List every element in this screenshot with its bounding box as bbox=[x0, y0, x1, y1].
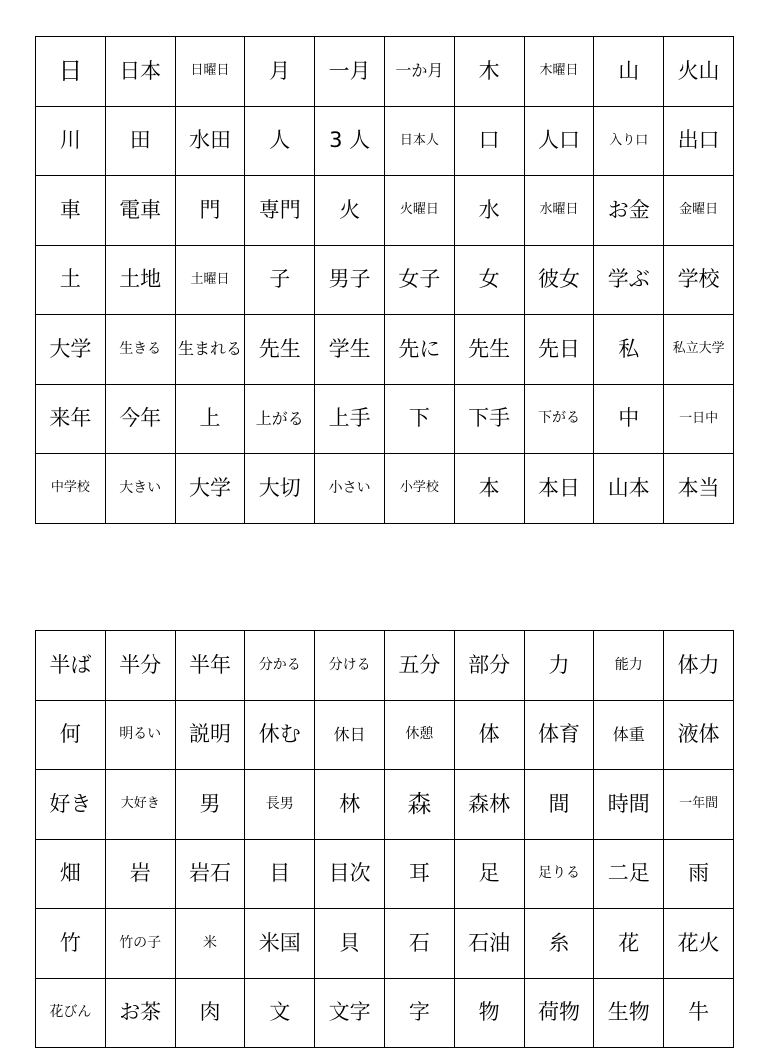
kanji-cell: 体 bbox=[454, 700, 524, 770]
kanji-cell: 来年 bbox=[36, 384, 106, 454]
kanji-cell: 雨 bbox=[664, 839, 734, 909]
kanji-cell: 荷物 bbox=[524, 978, 594, 1048]
kanji-cell: 半分 bbox=[105, 631, 175, 701]
kanji-cell: 子 bbox=[245, 245, 315, 315]
kanji-cell: 学生 bbox=[315, 315, 385, 385]
kanji-cell: 字 bbox=[384, 978, 454, 1048]
kanji-cell: 生まれる bbox=[175, 315, 245, 385]
kanji-cell: 肉 bbox=[175, 978, 245, 1048]
kanji-cell: 能力 bbox=[594, 631, 664, 701]
kanji-cell: 先生 bbox=[245, 315, 315, 385]
kanji-cell: 小学校 bbox=[384, 454, 454, 524]
kanji-cell: 分ける bbox=[315, 631, 385, 701]
kanji-cell: 竹 bbox=[36, 909, 106, 979]
kanji-cell: 貝 bbox=[315, 909, 385, 979]
kanji-cell: 出口 bbox=[664, 106, 734, 176]
kanji-cell: 二足 bbox=[594, 839, 664, 909]
kanji-cell: 花びん bbox=[36, 978, 106, 1048]
kanji-cell: 力 bbox=[524, 631, 594, 701]
kanji-cell: 大好き bbox=[105, 770, 175, 840]
kanji-cell: 先に bbox=[384, 315, 454, 385]
kanji-cell: 林 bbox=[315, 770, 385, 840]
kanji-cell: 一年間 bbox=[664, 770, 734, 840]
kanji-cell: 休む bbox=[245, 700, 315, 770]
kanji-cell: 一月 bbox=[315, 37, 385, 107]
kanji-cell: 部分 bbox=[454, 631, 524, 701]
kanji-cell: 岩石 bbox=[175, 839, 245, 909]
kanji-cell: 本 bbox=[454, 454, 524, 524]
kanji-cell: 火 bbox=[315, 176, 385, 246]
kanji-cell: 月 bbox=[245, 37, 315, 107]
kanji-cell: 目次 bbox=[315, 839, 385, 909]
kanji-cell: 今年 bbox=[105, 384, 175, 454]
kanji-cell: 火曜日 bbox=[384, 176, 454, 246]
kanji-cell: 牛 bbox=[664, 978, 734, 1048]
kanji-cell: 大学 bbox=[36, 315, 106, 385]
grid-row bbox=[36, 978, 734, 1048]
kanji-cell: 木 bbox=[454, 37, 524, 107]
grid-row bbox=[36, 245, 734, 315]
kanji-cell: 五分 bbox=[384, 631, 454, 701]
kanji-cell: 説明 bbox=[175, 700, 245, 770]
grid-row bbox=[36, 315, 734, 385]
kanji-cell: 間 bbox=[524, 770, 594, 840]
kanji-cell: 森林 bbox=[454, 770, 524, 840]
kanji-cell: 石 bbox=[384, 909, 454, 979]
kanji-cell: 体育 bbox=[524, 700, 594, 770]
kanji-cell: 花火 bbox=[664, 909, 734, 979]
kanji-cell: 竹の子 bbox=[105, 909, 175, 979]
kanji-cell: 畑 bbox=[36, 839, 106, 909]
kanji-cell: 人口 bbox=[524, 106, 594, 176]
kanji-cell: 水田 bbox=[175, 106, 245, 176]
kanji-cell: 学ぶ bbox=[594, 245, 664, 315]
kanji-cell: 女子 bbox=[384, 245, 454, 315]
kanji-cell: 生きる bbox=[105, 315, 175, 385]
kanji-cell: 土 bbox=[36, 245, 106, 315]
kanji-cell: 女 bbox=[454, 245, 524, 315]
kanji-cell: 一か月 bbox=[384, 37, 454, 107]
kanji-cell: 土曜日 bbox=[175, 245, 245, 315]
kanji-cell: 小さい bbox=[315, 454, 385, 524]
kanji-cell: 門 bbox=[175, 176, 245, 246]
kanji-cell: 川 bbox=[36, 106, 106, 176]
kanji-grid-1-body bbox=[36, 37, 734, 524]
kanji-cell: 体重 bbox=[594, 700, 664, 770]
kanji-cell: 明るい bbox=[105, 700, 175, 770]
kanji-cell: 金曜日 bbox=[664, 176, 734, 246]
kanji-cell: 半年 bbox=[175, 631, 245, 701]
kanji-cell: 糸 bbox=[524, 909, 594, 979]
kanji-cell: 花 bbox=[594, 909, 664, 979]
kanji-cell: 長男 bbox=[245, 770, 315, 840]
kanji-cell: 体力 bbox=[664, 631, 734, 701]
kanji-cell: 足 bbox=[454, 839, 524, 909]
kanji-cell: 先日 bbox=[524, 315, 594, 385]
kanji-cell: 大きい bbox=[105, 454, 175, 524]
grid-row bbox=[36, 176, 734, 246]
kanji-cell: 物 bbox=[454, 978, 524, 1048]
kanji-cell: 米 bbox=[175, 909, 245, 979]
grid-row bbox=[36, 454, 734, 524]
kanji-cell: 下がる bbox=[524, 384, 594, 454]
kanji-cell: 半ば bbox=[36, 631, 106, 701]
kanji-cell: 入り口 bbox=[594, 106, 664, 176]
kanji-cell: 下 bbox=[384, 384, 454, 454]
grid-row bbox=[36, 37, 734, 107]
kanji-cell: 口 bbox=[454, 106, 524, 176]
kanji-cell: 中学校 bbox=[36, 454, 106, 524]
grid-row bbox=[36, 631, 734, 701]
kanji-cell: 液体 bbox=[664, 700, 734, 770]
grid-row bbox=[36, 384, 734, 454]
kanji-cell: 日本 bbox=[105, 37, 175, 107]
kanji-cell: 土地 bbox=[105, 245, 175, 315]
kanji-cell: 耳 bbox=[384, 839, 454, 909]
kanji-cell: 水曜日 bbox=[524, 176, 594, 246]
kanji-cell: 休日 bbox=[315, 700, 385, 770]
kanji-cell: 石油 bbox=[454, 909, 524, 979]
kanji-cell: 男子 bbox=[315, 245, 385, 315]
kanji-cell: お茶 bbox=[105, 978, 175, 1048]
kanji-cell: 休憩 bbox=[384, 700, 454, 770]
kanji-grid-2-body bbox=[36, 631, 734, 1048]
kanji-cell: 岩 bbox=[105, 839, 175, 909]
kanji-cell: 車 bbox=[36, 176, 106, 246]
grid-row bbox=[36, 839, 734, 909]
kanji-cell: 上がる bbox=[245, 384, 315, 454]
kanji-cell: 本当 bbox=[664, 454, 734, 524]
kanji-cell: 大学 bbox=[175, 454, 245, 524]
kanji-cell: 文 bbox=[245, 978, 315, 1048]
kanji-grid-2 bbox=[35, 630, 734, 1048]
kanji-cell: 火山 bbox=[664, 37, 734, 107]
kanji-cell: 下手 bbox=[454, 384, 524, 454]
kanji-cell: 日 bbox=[36, 37, 106, 107]
kanji-cell: 目 bbox=[245, 839, 315, 909]
kanji-cell: 分かる bbox=[245, 631, 315, 701]
kanji-cell: 木曜日 bbox=[524, 37, 594, 107]
kanji-cell: 米国 bbox=[245, 909, 315, 979]
kanji-cell: 私立大学 bbox=[664, 315, 734, 385]
kanji-cell: 時間 bbox=[594, 770, 664, 840]
kanji-cell: 先生 bbox=[454, 315, 524, 385]
kanji-cell: 一日中 bbox=[664, 384, 734, 454]
kanji-cell: 電車 bbox=[105, 176, 175, 246]
kanji-cell: お金 bbox=[594, 176, 664, 246]
kanji-cell: 3 人 bbox=[315, 106, 385, 176]
grid-row bbox=[36, 106, 734, 176]
kanji-cell: 日曜日 bbox=[175, 37, 245, 107]
grid-row bbox=[36, 770, 734, 840]
kanji-cell: 水 bbox=[454, 176, 524, 246]
kanji-cell: 好き bbox=[36, 770, 106, 840]
kanji-cell: 山本 bbox=[594, 454, 664, 524]
kanji-cell: 生物 bbox=[594, 978, 664, 1048]
kanji-cell: 人 bbox=[245, 106, 315, 176]
kanji-cell: 日本人 bbox=[384, 106, 454, 176]
kanji-cell: 大切 bbox=[245, 454, 315, 524]
kanji-cell: 本日 bbox=[524, 454, 594, 524]
grid-row bbox=[36, 909, 734, 979]
kanji-cell: 学校 bbox=[664, 245, 734, 315]
kanji-cell: 中 bbox=[594, 384, 664, 454]
grid-row bbox=[36, 700, 734, 770]
kanji-cell: 私 bbox=[594, 315, 664, 385]
kanji-cell: 田 bbox=[105, 106, 175, 176]
kanji-cell: 上手 bbox=[315, 384, 385, 454]
kanji-cell: 山 bbox=[594, 37, 664, 107]
kanji-cell: 足りる bbox=[524, 839, 594, 909]
kanji-cell: 何 bbox=[36, 700, 106, 770]
kanji-cell: 文字 bbox=[315, 978, 385, 1048]
kanji-cell: 上 bbox=[175, 384, 245, 454]
kanji-cell: 専門 bbox=[245, 176, 315, 246]
kanji-cell: 彼女 bbox=[524, 245, 594, 315]
kanji-cell: 男 bbox=[175, 770, 245, 840]
kanji-grid-1 bbox=[35, 36, 734, 524]
kanji-cell: 森 bbox=[384, 770, 454, 840]
